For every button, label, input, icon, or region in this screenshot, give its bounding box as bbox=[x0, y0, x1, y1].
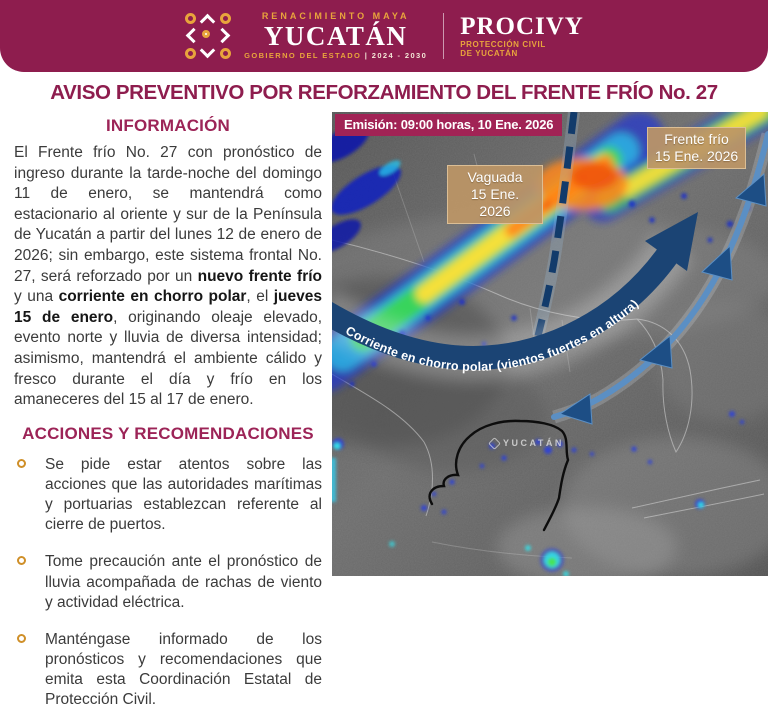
renacimiento-maya-text: RENACIMIENTO MAYA bbox=[261, 10, 410, 21]
action-item-text: Tome precaución ante el pronóstico de lluvia acompañada de rachas de viento y actividad eléctrica. bbox=[45, 553, 322, 611]
vaguada-label bbox=[447, 165, 543, 224]
gobierno-label: GOBIERNO DEL ESTADO bbox=[244, 51, 362, 61]
maya-watermark-icon bbox=[488, 437, 501, 450]
action-item-text: Manténgase informado de los pronósticos y recomendaciones que emita esta Coordinación Estatal de Protección Civil. bbox=[45, 630, 322, 709]
yucatan-watermark-text: YUCATÁN bbox=[503, 438, 564, 448]
satellite-map bbox=[332, 112, 768, 576]
gov-logo bbox=[184, 12, 427, 61]
procivy-sub2: DE YUCATÁN bbox=[460, 48, 518, 58]
frente-frio-label-line1: Frente frío bbox=[664, 131, 729, 147]
procivy-logo bbox=[460, 13, 584, 58]
yucatan-wordmark: YUCATÁN bbox=[263, 21, 408, 52]
procivy-wordmark: PROCIVY bbox=[460, 13, 584, 41]
action-item-text: Se pide estar atentos sobre las acciones que las autoridades marítimas y portuarias establezcan referente al cierre de puertos. bbox=[45, 455, 322, 534]
bullet-ring-icon bbox=[17, 634, 26, 643]
bullet-ring-icon bbox=[17, 459, 26, 468]
logo-divider bbox=[443, 13, 444, 59]
jet-stream-label: Corriente en chorro polar (vientos fuertes en altura) bbox=[343, 296, 642, 374]
actions-list bbox=[14, 455, 322, 710]
action-item bbox=[14, 630, 322, 710]
info-paragraph: El Frente frío No. 27 con pronóstico de ingreso durante la tarde-noche del domingo 11 de enero, se mantendrá como estacionario al oriente y sur de la Península de Yucatán a partir del lunes 12 de enero de 2026; sin embargo, este sistema frontal No. 27, será reforzado por un nuevo frente frío y una corriente en chorro polar, el jueves 15 de enero, originando oleaje elevado, evento norte y lluvia de diversa intensidad; asimismo, mantendrá el ambiente cálido y fresco durante el día y frío en los amaneceres del 15 al 17 de enero. bbox=[14, 144, 323, 409]
info-heading: INFORMACIÓN bbox=[105, 116, 231, 135]
action-item bbox=[14, 552, 322, 612]
bullet-ring-icon bbox=[17, 556, 26, 565]
emission-badge: Emisión: 09:00 horas, 10 Ene. 2026 bbox=[335, 114, 562, 136]
vaguada-label-line1: Vaguada bbox=[467, 169, 523, 185]
gobierno-text: GOBIERNO DEL ESTADO | 2024 - 2030 bbox=[244, 51, 428, 61]
satellite-graphic bbox=[332, 112, 768, 576]
frente-frio-label-line2: 15 Ene. 2026 bbox=[654, 148, 739, 165]
vaguada-label-line2: 15 Ene. 2026 bbox=[470, 186, 520, 220]
header-bar bbox=[0, 0, 768, 72]
procivy-sub1: PROTECCIÓN CIVIL bbox=[460, 39, 546, 49]
actions-heading: ACCIONES Y RECOMENDACIONES bbox=[22, 423, 314, 443]
yucatan-watermark bbox=[490, 438, 564, 448]
info-column bbox=[0, 112, 332, 709]
action-item bbox=[14, 455, 322, 536]
frente-frio-label bbox=[647, 127, 746, 169]
periodo-label: 2024 - 2030 bbox=[371, 51, 428, 61]
maya-glyph-icon bbox=[184, 12, 232, 60]
page-title: AVISO PREVENTIVO POR REFORZAMIENTO DEL FRENTE FRÍO No. 27 bbox=[50, 81, 718, 104]
